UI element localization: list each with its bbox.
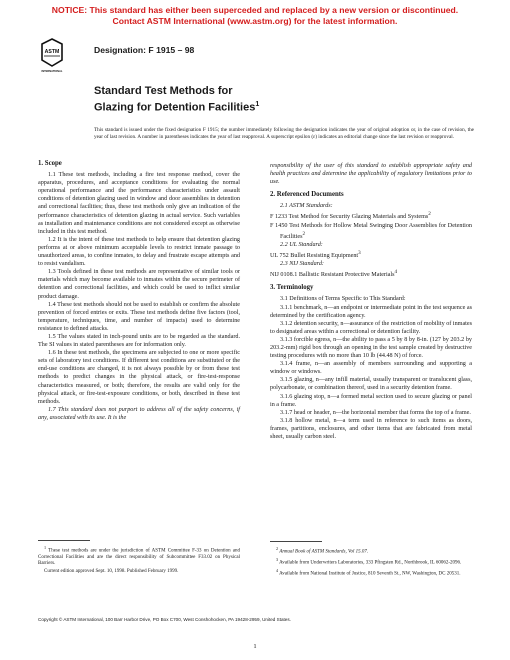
section-heading-referenced-documents: 2. Referenced Documents [270, 191, 344, 199]
astm-logo-icon [40, 38, 64, 76]
paragraph-1-7: 1.7 This standard does not purport to address all of the safety concerns, if any, associated with its use. It is the [38, 406, 240, 421]
reference-f1450 [270, 222, 472, 241]
footnote-1-mark: 1 [44, 545, 47, 550]
footnote-3-mark: 3 [276, 557, 279, 563]
section-heading-terminology: 3. Terminology [270, 284, 314, 292]
supersession-notice [0, 5, 510, 27]
reference-ul752-text: UL 752 Bullet Resisting Equipment [270, 252, 359, 259]
subsection-ul-standard: 2.2 UL Standard: [280, 241, 323, 248]
footnotes-right [270, 546, 472, 579]
footnote-1-current-edition: Current edition approved Sept. 10, 1998. Published February 1999. [44, 568, 179, 574]
copyright-line: Copyright © ASTM International, 100 Barr Harbor Drive, PO Box C700, West Conshohocken, PA 19428-2959, United States. [38, 617, 291, 622]
reference-f1233-mark: 2 [428, 211, 431, 218]
paragraph-1-3: 1.3 Tools defined in these test methods are representative of similar tools or materials which may become available to inmates within the secure perimeter of detention and correctional facilities, and which could be used to inflict similar product damage. [38, 269, 240, 300]
title-line-1: Standard Test Methods for [94, 85, 233, 97]
footnote-rule-left [38, 540, 90, 541]
reference-f1233-text: F 1233 Test Method for Security Glazing Materials and Systems [270, 214, 429, 221]
page-number: 1 [253, 643, 257, 650]
left-column [38, 160, 240, 422]
title-line-2-text: Glazing for Detention Facilities [94, 101, 256, 114]
paragraph-1-4: 1.4 These test methods should not be used to establish or confirm the absolute prevention of forced entries or exits. These test methods define five factors (tool, temperature, techniques, time, and number of impacts) used to determine resistance to defined attacks. [38, 301, 240, 332]
footnote-3 [270, 557, 472, 567]
reference-f1450-mark: 2 [302, 230, 306, 237]
reference-ul752-mark: 3 [358, 249, 361, 256]
designation: Designation: F 1915 – 98 [94, 45, 195, 55]
footnote-2-text: Annual Book of ASTM Standards, Vol 15.07. [279, 549, 369, 555]
definition-benchmark: 3.1.1 benchmark, n—an endpoint or intermediate point in the test sequence as determined by the certification agency. [270, 304, 472, 319]
footnote-1-text: These test methods are under the jurisdiction of ASTM Committee F-33 on Detention and Correctional Facilities and are the direct responsibility of Subcommittee F33.02 on Physical Barriers. [38, 548, 240, 567]
definition-detention-security: 3.1.2 detention security, n—assurance of the restriction of mobility of inmates to designated areas within a correctional or detention facility. [270, 320, 472, 335]
document-title [94, 85, 259, 115]
definition-3-1: 3.1 Definitions of Terms Specific to This Standard: [280, 296, 406, 303]
footnote-2 [270, 546, 472, 556]
definition-glazing: 3.1.5 glazing, n—any infill material, usually transparent or translucent glass, polycarbonate, or combination thereof, used in a security detention frame. [270, 377, 472, 392]
notice-line-2: Contact ASTM International (www.astm.org) for the latest information. [112, 16, 398, 26]
footnote-4-text: Available from National Institute of Justice, 810 Seventh St., NW, Washington, DC 20531. [279, 571, 461, 577]
reference-f1233 [270, 210, 472, 221]
footnote-rule-right [270, 541, 322, 542]
definition-glazing-stop: 3.1.6 glazing stop, n—a formed metal section used to secure glazing or panel in a frame. [270, 393, 472, 408]
title-footnote-mark: 1 [255, 101, 260, 108]
paragraph-1-6: 1.6 In these test methods, the specimens are subjected to one or more specific sets of laboratory test conditions. If different test conditions are substituted or the end-use conditions are changed, it is not always possible by or from these test methods to predict changes in the physical attack, or fire-test-response characteristics measured, or both; therefore, the results are valid only for the physical attack, or fire-test-exposure conditions, or both, described in these test methods. [38, 350, 240, 405]
reference-ul752 [270, 249, 472, 260]
footnote-4-mark: 4 [276, 568, 279, 574]
reference-nij0108-text: NIJ 0108.1 Ballistic Resistant Protective Materials [270, 272, 395, 279]
footnote-1 [38, 545, 240, 568]
paragraph-1-5: 1.5 The values stated in inch-pound units are to be regarded as the standard. The SI values in stated parentheses are for information only. [38, 333, 240, 349]
definition-forcible-egress: 3.1.3 forcible egress, n—the ability to pass a 5 by 8 by 8-in. (127 by 203.2 by 203.2-mm) rigid box through an opening in the test sample created by destructive testing procedures with no more than 10 lb (44.48 N) of force. [270, 336, 472, 360]
footnote-3-text: Available from Underwriters Laboratories, 333 Pfingsten Rd., Northbrook, IL 60062-2096. [279, 560, 462, 566]
logo-subtext: INTERNATIONAL [41, 70, 63, 73]
paragraph-1-2: 1.2 It is the intent of these test methods to help ensure that detention glazing performs at or above minimum acceptable levels to restrict inmate passage to unauthorized areas, to confine inmates, to delay and frustrate escape attempts and to resist vandalism. [38, 236, 240, 268]
footnote-4 [270, 568, 472, 578]
footnote-2-mark: 2 [276, 546, 279, 551]
footnotes-left [38, 545, 240, 576]
paragraph-1-1: 1.1 These test methods, including a fire test response method, cover the apparatus, procedures, and acceptance conditions for evaluating the normal operational performance and the performance characteristics under assault conditions of detention glazing used in window and door assemblies in detention and correctional facilities; thus, these test methods only give an indication of the performance characteristics of detention glazing in actual service. Such variables as installation and maintenance conditions are not considered except as otherwise included in this test method. [38, 172, 240, 235]
right-column [270, 162, 472, 441]
reference-nij0108-mark: 4 [394, 269, 398, 276]
subsection-nij-standard: 2.3 NIJ Standard: [280, 261, 324, 268]
issuance-note: This standard is issued under the fixed designation F 1915; the number immediately following the designation indicates the year of original adoption or, in the case of revision, the year of last revision. A number in parentheses indicates the year of last reapproval. A superscript epsilon (ε) indicates an editorial change since the last revision or reapproval. [94, 127, 474, 140]
subsection-astm-standards: 2.1 ASTM Standards: [280, 203, 333, 210]
definition-frame: 3.1.4 frame, n—an assembly of members surrounding and supporting a window or windows. [270, 361, 472, 376]
notice-line-1: NOTICE: This standard has either been superceded and replaced by a new version or discontinued. [51, 5, 459, 15]
definition-head-or-header: 3.1.7 head or header, n—the horizontal member that forms the top of a frame. [280, 409, 471, 416]
logo-text: ASTM [44, 49, 60, 55]
reference-nij0108 [270, 268, 472, 279]
reference-f1450-text: F 1450 Test Methods for Hollow Metal Swinging Door Assemblies for Detention Facilities [270, 222, 472, 240]
paragraph-1-7-continued: responsibility of the user of this standard to establish appropriate safety and health practices and determine the applicability of regulatory limitations prior to use. [270, 163, 472, 186]
definition-hollow-metal: 3.1.8 hollow metal, n—a term used in reference to such items as doors, frames, partitions, enclosures, and other items that are fabricated from metal sheet, usually carbon steel. [270, 417, 472, 440]
title-line-2 [94, 98, 259, 115]
section-heading-scope: 1. Scope [38, 160, 62, 167]
